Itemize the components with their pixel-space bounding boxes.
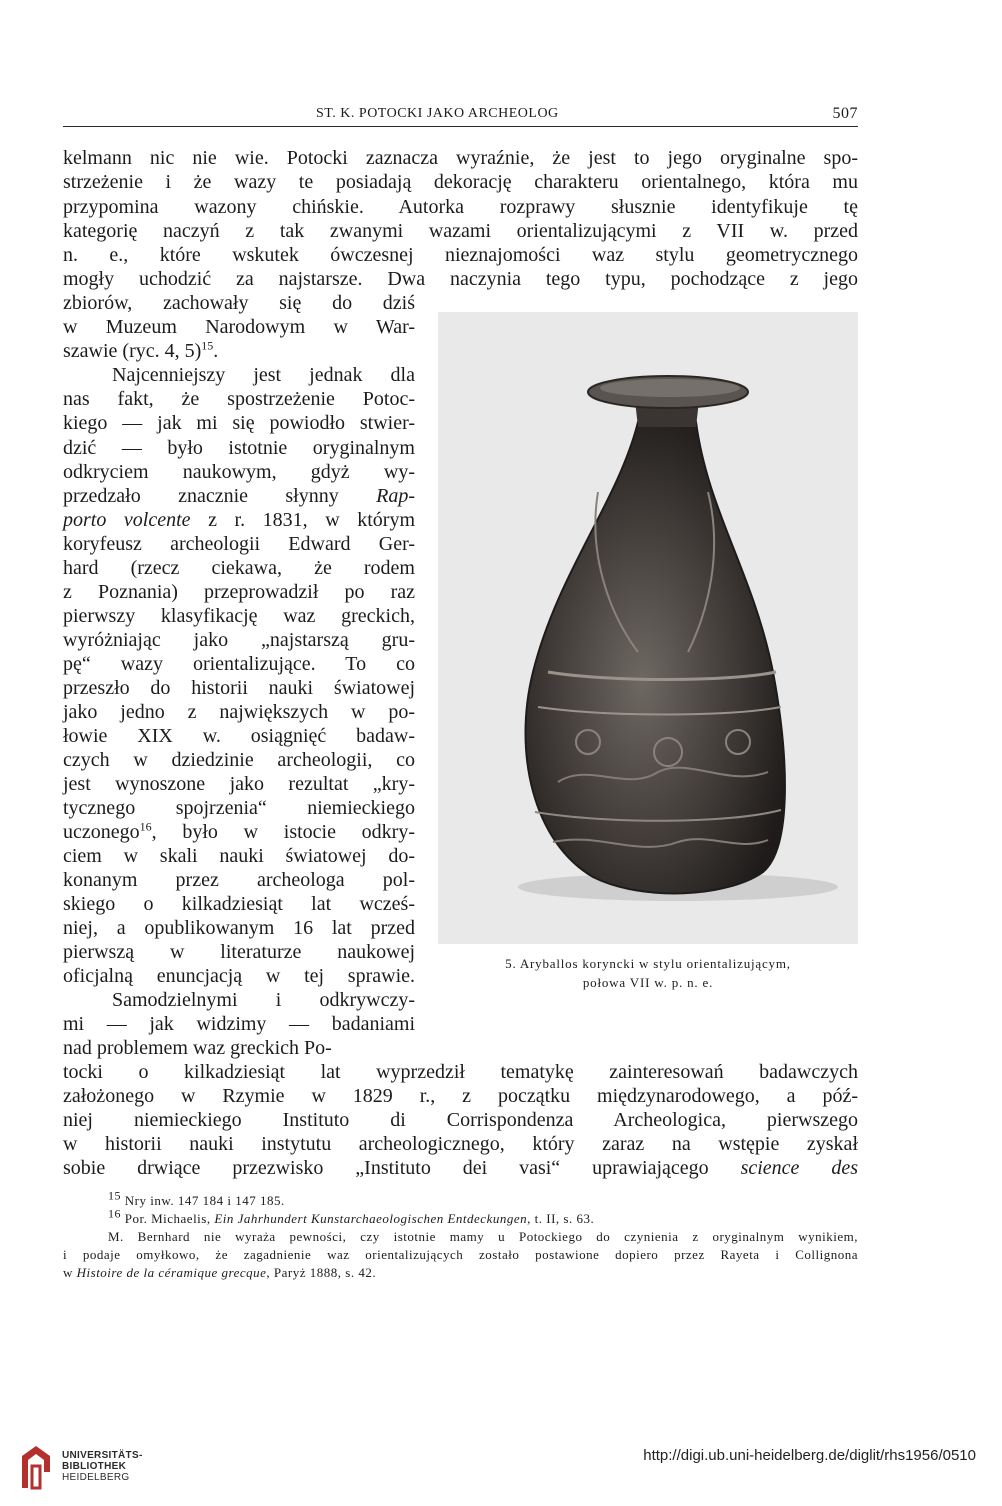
- italic-text: porto volcente: [63, 509, 191, 531]
- footnote-text: Nry inw. 147 184 i 147 185.: [124, 1193, 285, 1208]
- footnote-mark: 15: [108, 1188, 121, 1203]
- text-line: Najcenniejszy jest jednak dla: [112, 364, 415, 386]
- text-line: łowie XIX w. osiągnięć badaw-: [63, 725, 415, 747]
- footnote-ref: 16: [139, 819, 152, 834]
- footnote-text: , t. II, s. 63.: [527, 1211, 595, 1226]
- text-line: konanym przez archeologa pol-: [63, 869, 415, 891]
- text-line: koryfeusz archeologii Edward Ger-: [63, 533, 415, 555]
- text-line: pierwszy klasyfikację waz greckich,: [63, 605, 415, 627]
- footnote-text: Por. Michaelis,: [124, 1211, 211, 1226]
- vase-photograph: [438, 312, 858, 944]
- text-line: z Poznania) przeprowadził po raz: [63, 581, 415, 603]
- text-line: oficjalną enuncjacją w tej sprawie.: [63, 965, 415, 987]
- footnote-title: Ein Jahrhundert Kunstarchaeologischen Entdeckungen: [214, 1211, 528, 1226]
- figure-caption-line1: 5. Aryballos koryncki w stylu orientalizującym,: [505, 956, 791, 971]
- text-line: kategorię naczyń z tak zwanymi wazami orientalizującymi z VII w. przed: [63, 220, 858, 242]
- text-line: odkryciem naukowym, gdyż wy-: [63, 461, 415, 483]
- library-name: [62, 1450, 143, 1483]
- text-line: pierwszą w literaturze naukowej: [63, 941, 415, 963]
- text-line: niej niemieckiego Instituto di Corrispondenza Archeologica, pierwszego: [63, 1109, 858, 1131]
- text-line: zbiorów, zachowały się do dziś: [63, 292, 415, 314]
- library-name-line: BIBLIOTHEK: [62, 1461, 127, 1472]
- text-line: przypomina wazony chińskie. Autorka rozprawy słusznie identyfikuje tę: [63, 196, 858, 218]
- library-name-line: HEIDELBERG: [62, 1472, 130, 1483]
- text-line: czych w dziedzinie archeologii, co: [63, 749, 415, 771]
- text-line: [63, 820, 415, 844]
- text-span: sobie drwiące przezwisko „Instituto dei vasi“ uprawiającego: [63, 1157, 709, 1179]
- text-line: przeszło do historii nauki światowej: [63, 677, 415, 699]
- source-url-link[interactable]: http://digi.ub.uni-heidelberg.de/diglit/rhs1956/0510: [643, 1447, 976, 1464]
- text-line: hard (rzecz ciekawa, że rodem: [63, 557, 415, 579]
- footer-bar: [0, 1430, 1002, 1506]
- footnote-continuation-line: i podaje omyłkowo, że zagadnienie waz orientalizujących zostało postawione dopiero przez Rayeta i Collignona: [63, 1247, 858, 1262]
- text-line: jako jedno z największych w po-: [63, 701, 415, 723]
- text-span: przedzało znacznie słynny: [63, 485, 339, 507]
- page-number: 507: [832, 105, 858, 122]
- text-line: nad problemem waz greckich Po-: [63, 1037, 332, 1059]
- vase-illustration: [438, 312, 858, 944]
- footnote-continuation-line: [63, 1264, 376, 1281]
- text-line: Samodzielnymi i odkrywczy-: [112, 989, 415, 1011]
- text-line: wyróżniając jako „najstarszą gru-: [63, 629, 415, 651]
- text-line: tycznego spojrzenia“ niemieckiego: [63, 797, 415, 819]
- text-span: , było w istocie odkry-: [151, 821, 415, 843]
- text-span: z r. 1831, w którym: [208, 509, 415, 531]
- text-line: szawie (ryc. 4, 5)$^{15}$.: [63, 338, 219, 362]
- text-line: mogły uchodzić za najstarsze. Dwa naczynia tego typu, pochodzące z jego: [63, 268, 858, 290]
- text-span: szawie (ryc. 4, 5): [63, 340, 202, 362]
- text-line: nas fakt, że spostrzeżenie Potoc-: [63, 388, 415, 410]
- footnote-title: Histoire de la céramique grecque: [76, 1265, 267, 1280]
- text-line: jest wynoszone jako rezultat „kry-: [63, 773, 415, 795]
- italic-text: science des: [740, 1157, 858, 1179]
- footnote-mark: 16: [108, 1206, 121, 1221]
- running-header: [63, 104, 858, 127]
- footnote-ref: 15: [201, 338, 214, 353]
- footnote-text: , Paryż 1888, s. 42.: [266, 1265, 377, 1280]
- text-line: [63, 508, 415, 532]
- italic-text: Rap-: [376, 485, 416, 507]
- text-line: strzeżenie i że wazy te posiadają dekorację charakteru orientalnego, która mu: [63, 171, 858, 193]
- text-line: [63, 484, 415, 508]
- text-line: w Muzeum Narodowym w War-: [63, 316, 415, 338]
- text-line: [63, 1156, 858, 1180]
- text-line: niej, a opublikowanym 16 lat przed: [63, 917, 415, 939]
- text-line: pę“ wazy orientalizujące. To co: [63, 653, 415, 675]
- text-line: w historii nauki instytutu archeologicznego, który zaraz na wstępie zyskał: [63, 1133, 858, 1155]
- text-line: kiego — jak mi się powiodło stwier-: [63, 412, 415, 434]
- footnote-16: [108, 1206, 595, 1227]
- text-line: mi — jak widzimy — badaniami: [63, 1013, 415, 1035]
- text-line: ciem w skali nauki światowej do-: [63, 845, 415, 867]
- text-span: uczonego: [63, 821, 140, 843]
- text-line: n. e., które wskutek ówczesnej nieznajomości waz stylu geometrycznego: [63, 244, 858, 266]
- figure-caption-line2: połowa VII w. p. n. e.: [582, 975, 714, 990]
- text-line: kelmann nic nie wie. Potocki zaznacza wyraźnie, że jest to jego oryginalne spo-: [63, 147, 858, 169]
- running-title: ST. K. POTOCKI JAKO ARCHEOLOG: [316, 106, 559, 121]
- footnote-text: w: [63, 1265, 73, 1280]
- text-line: tocki o kilkadziesiąt lat wyprzedził tematykę zainteresowań badawczych: [63, 1061, 858, 1083]
- text-line: skiego o kilkadziesiąt lat wcześ-: [63, 893, 415, 915]
- library-logo-icon: [16, 1442, 56, 1494]
- footnote-15: [108, 1188, 285, 1209]
- text-line: założonego w Rzymie w 1829 r., z początku międzynarodowego, a póź-: [63, 1085, 858, 1107]
- library-name-line: UNIVERSITÄTS-: [62, 1450, 143, 1461]
- text-line: dzić — było istotnie oryginalnym: [63, 437, 415, 459]
- footnote-continuation-line: M. Bernhard nie wyraża pewności, czy istotnie mamy u Potockiego do czynienia z oryginalnym wynikiem,: [108, 1229, 858, 1244]
